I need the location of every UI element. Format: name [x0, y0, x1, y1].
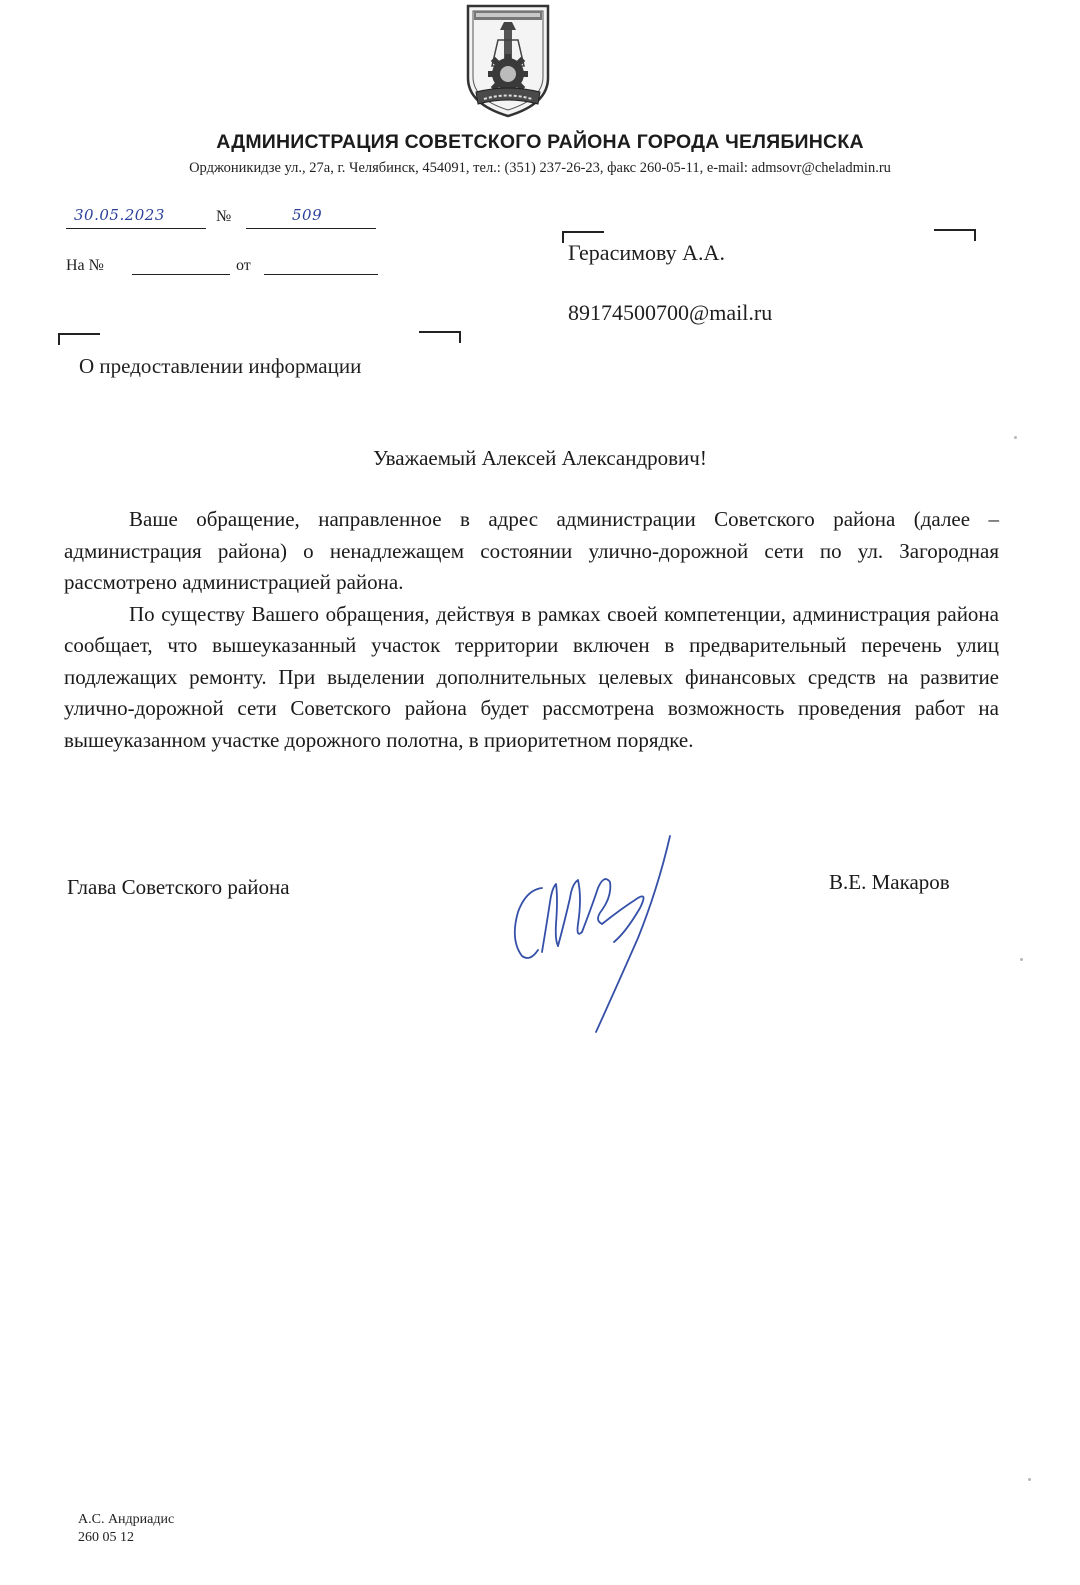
reply-number-underline	[132, 274, 230, 275]
letter-body	[64, 504, 999, 756]
registration-date: 30.05.2023	[74, 206, 165, 224]
executor-name: А.С. Андриадис	[78, 1512, 175, 1527]
body-paragraph-2: По существу Вашего обращения, действуя в рамках своей компетенции, администрация района сообщает, что вышеуказанный участок территории включен в предварительный перечень улиц подлежащих ремонту. При выделении дополнительных целевых финансовых средств на развитие улично-дорожной сети Советского района будет рассмотрена возможность проведения работ на вышеуказанном участке дорожного полотна, в приоритетном порядке.	[64, 601, 999, 752]
reply-from-underline	[264, 274, 378, 275]
organization-contacts: Орджоникидзе ул., 27а, г. Челябинск, 454091, тел.: (351) 237-26-23, факс 260-05-11, e-mail: admsovr@cheladmin.ru	[189, 160, 891, 176]
coat-of-arms-emblem	[462, 0, 554, 118]
executor-phone: 260 05 12	[78, 1530, 134, 1545]
organization-title: АДМИНИСТРАЦИЯ СОВЕТСКОГО РАЙОНА ГОРОДА ЧЕЛЯБИНСКА	[216, 131, 864, 153]
date-underline	[66, 228, 206, 229]
subject-bracket-left	[58, 333, 100, 345]
signatory-role: Глава Советского района	[67, 875, 290, 899]
subject-bracket-right	[419, 331, 461, 343]
number-underline	[246, 228, 376, 229]
letter-subject: О предоставлении информации	[79, 354, 362, 378]
number-label: №	[216, 208, 232, 225]
reply-number-label: На №	[66, 257, 104, 274]
registration-number: 509	[292, 206, 323, 224]
handwritten-signature	[498, 828, 688, 1038]
scan-speck	[1028, 1478, 1031, 1481]
scan-speck	[1014, 436, 1017, 439]
executor-info	[78, 1511, 174, 1547]
scan-speck	[1020, 958, 1023, 961]
body-paragraph-1: Ваше обращение, направленное в адрес администрации Советского района (далее – администрация района) о ненадлежащем состоянии улично-дорожной сети по ул. Загородная рассмотрено администрацией района.	[64, 507, 999, 594]
signatory-name: В.Е. Макаров	[829, 870, 950, 894]
recipient-name: Герасимову А.А.	[568, 240, 725, 265]
reply-from-label: от	[236, 257, 251, 274]
salutation: Уважаемый Алексей Александрович!	[373, 446, 707, 470]
recipient-bracket-right	[934, 229, 976, 241]
recipient-email: 89174500700@mail.ru	[568, 300, 773, 325]
